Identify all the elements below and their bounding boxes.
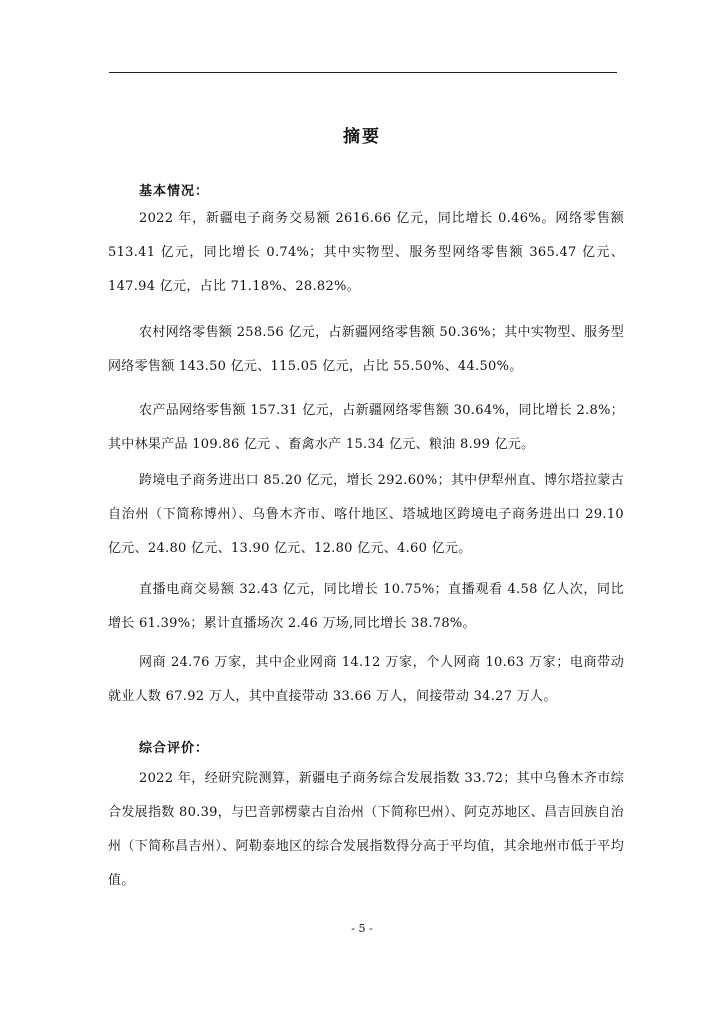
- paragraph-ecommerce-volume: 2022 年，新疆电子商务交易额 2616.66 亿元，同比增长 0.46%。网络零售额 513.41 亿元，同比增长 0.74%；其中实物型、服务型网络零售额 365.47 亿元、147.94 亿元，占比 71.18%、28.82%。: [108, 211, 624, 294]
- page-title: 摘要: [343, 127, 381, 147]
- paragraph-comprehensive-index: 2022 年，经研究院测算，新疆电子商务综合发展指数 33.72；其中乌鲁木齐市综合发展指数 80.39，与巴音郭楞蒙古自治州（下简称巴州）、阿克苏地区、昌吉回族自治州（下简称昌吉州）、阿勒泰地区的综合发展指数得分高于平均值，其余地州市低于平均值。: [108, 771, 624, 888]
- paragraph-cross-border: 跨境电子商务进出口 85.20 亿元，增长 292.60%；其中伊犁州直、博尔塔拉蒙古自治州（下简称博州）、乌鲁木齐市、喀什地区、塔城地区跨境电子商务进出口 29.10 亿元、24.80 亿元、13.90 亿元、12.80 亿元、4.60 亿元。: [108, 473, 624, 556]
- section-heading-evaluation: 综合评价：: [139, 741, 210, 756]
- paragraph-online-merchants: 网商 24.76 万家，其中企业网商 14.12 万家，个人网商 10.63 万家；电商带动就业人数 67.92 万人，其中直接带动 33.66 万人，间接带动 34.27 万人。: [108, 655, 624, 704]
- header-rule: [109, 72, 617, 73]
- section-heading-basic: 基本情况：: [139, 184, 210, 199]
- paragraph-live-streaming: 直播电商交易额 32.43 亿元，同比增长 10.75%；直播观看 4.58 亿人次，同比增长 61.39%；累计直播场次 2.46 万场,同比增长 38.78%。: [108, 582, 624, 631]
- paragraph-rural-retail: 农村网络零售额 258.56 亿元，占新疆网络零售额 50.36%；其中实物型、服务型网络零售额 143.50 亿元、115.05 亿元，占比 55.50%、44.50%。: [108, 325, 624, 374]
- page-number: - 5 -: [351, 922, 373, 935]
- paragraph-agricultural-retail: 农产品网络零售额 157.31 亿元，占新疆网络零售额 30.64%，同比增长 2.8%；其中林果产品 109.86 亿元 、畜禽水产 15.34 亿元、粮油 8.99 亿元。: [108, 403, 624, 452]
